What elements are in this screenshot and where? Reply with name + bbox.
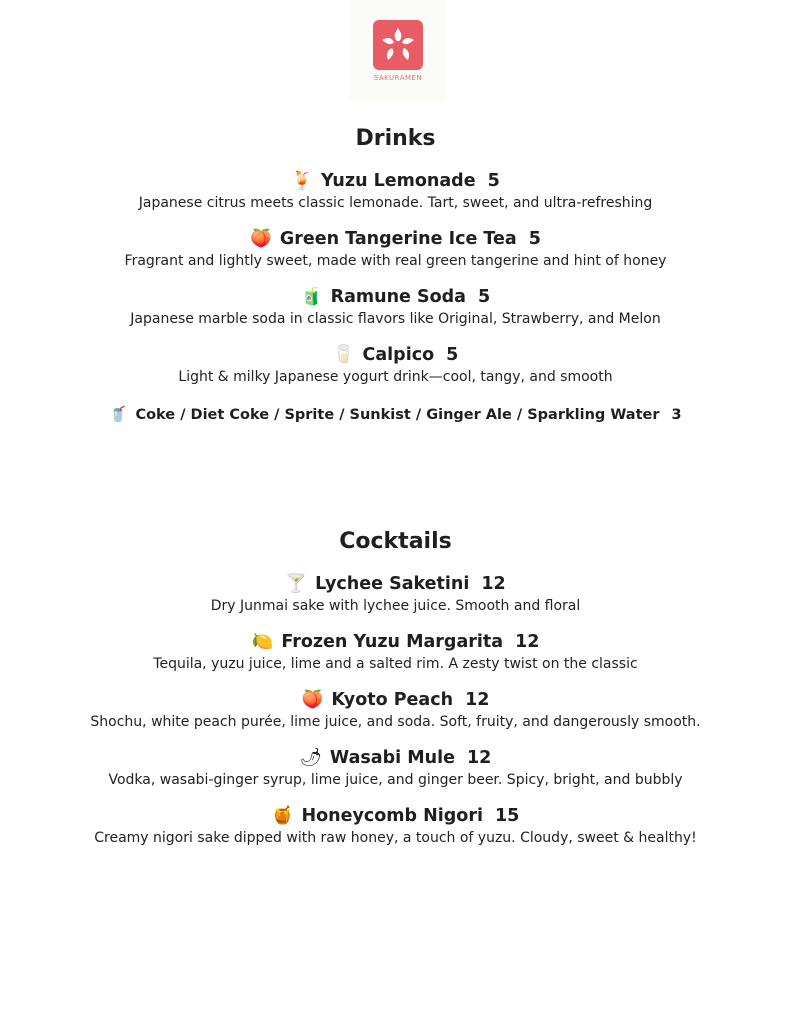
item-name: Kyoto Peach [331, 690, 454, 710]
lemon-icon: 🍋 [251, 632, 274, 652]
item-name: Yuzu Lemonade [321, 171, 476, 191]
item-price: 12 [515, 632, 540, 652]
item-price: 5 [477, 287, 491, 307]
juice-box-icon: 🧃 [300, 287, 323, 307]
menu-item-title [0, 574, 791, 594]
item-name: Ramune Soda [330, 287, 466, 307]
menu-item-title [0, 171, 791, 191]
item-price: 5 [487, 171, 500, 191]
menu-item-title [0, 748, 791, 768]
item-price: 3 [671, 407, 682, 423]
honey-pot-icon: 🍯 [271, 806, 294, 826]
menu-item-title [0, 806, 791, 826]
item-description: Dry Junmai sake with lychee juice. Smooth and floral [210, 598, 581, 614]
sakura-flower-icon [373, 20, 423, 70]
menu-item-title [0, 287, 791, 307]
item-name: Frozen Yuzu Margarita [281, 632, 504, 652]
item-name: Coke / Diet Coke / Sprite / Sunkist / Ginger Ale / Sparkling Water [135, 407, 660, 423]
menu-item-title [0, 345, 791, 365]
item-price: 12 [481, 574, 506, 594]
menu-item-title [0, 632, 791, 652]
item-description: Japanese marble soda in classic flavors like Original, Strawberry, and Melon [130, 311, 661, 327]
menu-item-title [0, 229, 791, 249]
item-price: 15 [494, 806, 520, 826]
item-description: Tequila, yuzu juice, lime and a salted rim. A zesty twist on the classic [153, 656, 638, 672]
item-name: Wasabi Mule [329, 748, 455, 768]
item-description: Shochu, white peach purée, lime juice, and soda. Soft, fruity, and dangerously smooth. [90, 714, 701, 730]
item-description: Japanese citrus meets classic lemonade. Tart, sweet, and ultra-refreshing [138, 195, 653, 211]
item-description: Creamy nigori sake dipped with raw honey, a touch of yuzu. Cloudy, sweet & healthy! [94, 830, 697, 846]
item-price: 5 [528, 229, 541, 249]
logo-wordmark: SAKURAMEN [373, 74, 423, 82]
peach-icon: 🍑 [301, 690, 324, 710]
tropical-drink-icon: 🍹 [291, 171, 314, 191]
cocktails-heading: Cocktails [339, 529, 452, 554]
item-price: 5 [446, 345, 459, 365]
item-description: Vodka, wasabi-ginger syrup, lime juice, and ginger beer. Spicy, bright, and bubbly [108, 772, 683, 788]
item-price: 12 [466, 748, 492, 768]
item-name: Calpico [362, 345, 435, 365]
cocktail-glass-icon: 🍸 [285, 574, 308, 594]
drinks-heading: Drinks [355, 126, 436, 151]
item-name: Lychee Saketini [315, 574, 470, 594]
logo [349, 0, 447, 102]
item-description: Fragrant and lightly sweet, made with real green tangerine and hint of honey [124, 253, 667, 269]
soft-drinks-line [0, 406, 791, 423]
item-price: 12 [465, 690, 490, 710]
cup-with-straw-icon: 🥤 [109, 407, 128, 423]
peach-icon: 🍑 [250, 229, 272, 249]
milk-glass-icon: 🥛 [332, 345, 355, 365]
item-description: Light & milky Japanese yogurt drink—cool, tangy, and smooth [178, 369, 613, 385]
chili-pepper-icon: 🌶 [299, 748, 322, 768]
menu-item-title [0, 690, 791, 710]
item-name: Green Tangerine Ice Tea [279, 229, 517, 249]
item-name: Honeycomb Nigori [301, 806, 483, 826]
